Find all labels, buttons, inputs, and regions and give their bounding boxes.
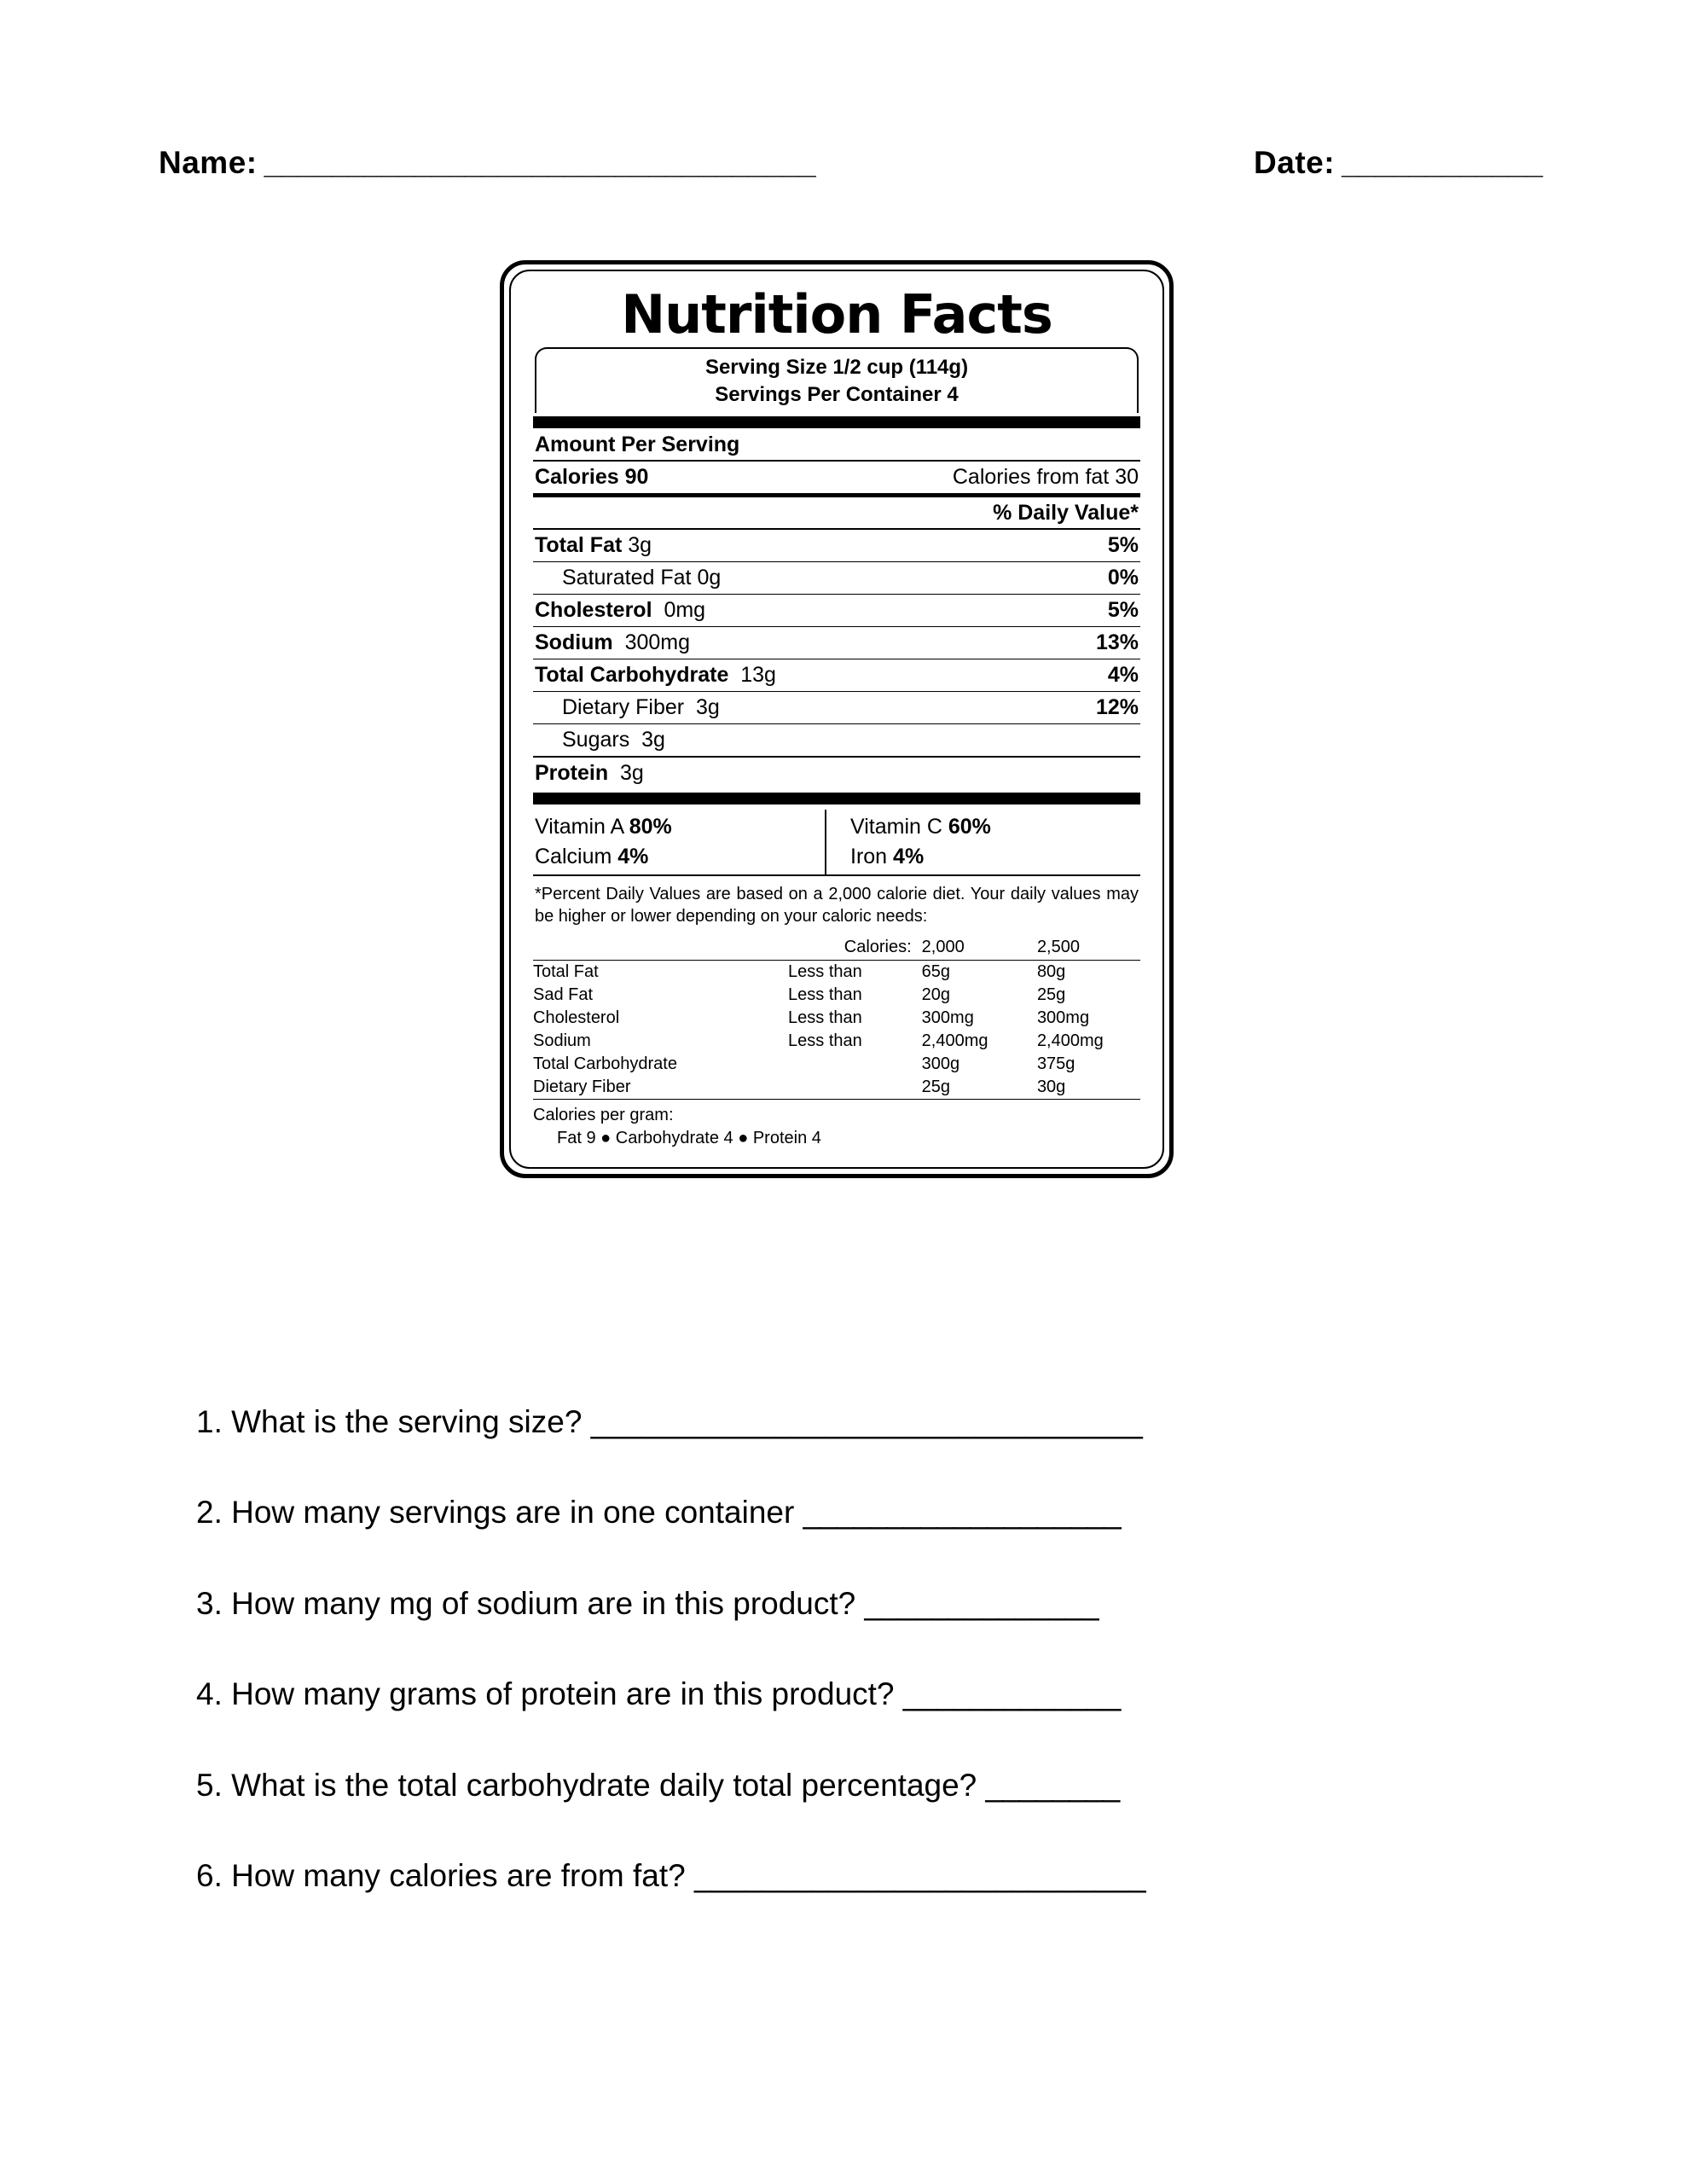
vitamin-row [535,812,823,842]
nutrient-row [533,595,1140,626]
dv-row-name: Total Carbohydrate [533,1054,677,1073]
answer-line[interactable]: ________ [985,1767,1120,1803]
nutrient-dv: 12% [1095,694,1139,719]
vitamin-value: 60% [948,814,991,839]
dv-row-name: Total Fat [533,961,599,981]
nutrient-name: Total Fat [535,532,623,557]
vitamins-grid [533,804,1140,874]
dv-row-2000: 65g [921,961,951,981]
nutrient-amount: 3g [628,532,652,557]
question-item [196,1494,1585,1531]
dv-row-2000: 25g [921,1077,951,1096]
question-item [196,1857,1585,1895]
dv-row-qualifier: Less than [788,1008,862,1027]
nutrient-amount: 3g [641,727,665,752]
dv-row-name: Cholesterol [533,1008,620,1027]
dv-row-2000: 300mg [921,1008,974,1027]
question-item [196,1676,1585,1713]
question-text: 1. What is the serving size? [196,1404,583,1439]
nutrient-amount: 13g [740,662,776,687]
nutrient-name: Cholesterol [535,597,652,622]
nutrient-name: Dietary Fiber [562,694,685,719]
worksheet-header [159,145,1568,181]
dv-row-2000: 300g [921,1054,960,1073]
dv-row-2500: 80g [1036,961,1066,981]
table-header-row [533,936,1140,960]
dv-row-qualifier [788,1053,922,1076]
questions-list [196,1403,1585,1948]
date-input-line[interactable]: ____________ [1342,145,1542,180]
dv-row-qualifier: Less than [788,961,862,981]
dv-row-qualifier [788,1076,922,1099]
dv-row-qualifier: Less than [788,1031,862,1050]
question-text: 2. How many servings are in one container [196,1495,795,1531]
dv-row-name: Sodium [533,1031,591,1050]
vitamin-name: Iron [850,844,888,868]
dv-row-name: Dietary Fiber [533,1077,631,1096]
header-2500: 2,500 [1036,937,1080,956]
vitamin-row [850,812,1139,842]
calories-value: Calories 90 [535,464,649,489]
nutrient-amount: 0g [697,565,722,590]
calories-per-gram-values: Fat 9 ● Carbohydrate 4 ● Protein 4 [557,1128,821,1147]
nutrient-name: Sodium [535,630,613,654]
nutrient-dv: 4% [1107,662,1139,687]
nutrition-facts-label [500,260,1174,1178]
vitamin-row [850,842,1139,872]
answer-line[interactable]: _____________ [902,1676,1121,1712]
table-row [533,961,1140,984]
question-text: 3. How many mg of sodium are in this product? [196,1585,856,1621]
dv-row-2000: 20g [921,985,951,1004]
serving-info-box [535,347,1139,413]
nutrient-amount: 3g [620,760,644,785]
date-field-group [1254,145,1542,181]
header-2000: 2,000 [921,937,965,956]
vitamin-name: Vitamin A [535,814,623,839]
nutrient-row [533,758,1140,789]
nutrient-amount: 0mg [664,597,706,622]
divider-thick-top [533,416,1140,428]
dv-row-2500: 2,400mg [1036,1031,1104,1050]
answer-line[interactable]: _________________________________ [590,1404,1142,1439]
vitamin-value: 4% [617,844,649,868]
dv-row-2500: 300mg [1036,1008,1090,1027]
daily-value-footnote: *Percent Daily Values are based on a 2,000 calorie diet. Your daily values may be higher or lower depending on your caloric needs: [535,884,1139,926]
calories-per-gram-block [533,1100,1140,1150]
vitamins-right-column [825,810,1140,874]
vitamins-left-column [533,810,825,874]
nutrient-row [533,659,1140,691]
date-label: Date: [1254,145,1336,180]
header-blank [533,936,788,960]
nutrition-facts-title: Nutrition Facts [621,283,1052,346]
calories-row [533,462,1140,493]
question-item [196,1767,1585,1804]
table-row [533,1053,1140,1076]
nutrient-dv: 5% [1107,532,1139,557]
amount-per-serving-label: Amount Per Serving [535,432,740,456]
answer-line[interactable]: ______________ [864,1585,1099,1621]
nutrient-name: Protein [535,760,609,785]
question-item [196,1403,1585,1441]
nutrient-name: Sugars [562,727,630,752]
nutrient-name: Saturated Fat [562,565,692,590]
header-calories-label: Calories: [844,937,912,956]
question-text: 4. How many grams of protein are in this product? [196,1676,895,1712]
nutrient-row [533,530,1140,561]
nutrient-row [533,562,1140,594]
dv-row-2500: 375g [1036,1054,1075,1073]
divider-thick-vitamins [533,793,1140,804]
vitamin-row [535,842,823,872]
nutrient-dv: 13% [1095,630,1139,654]
daily-value-header: % Daily Value* [993,500,1139,525]
calories-per-gram-label: Calories per gram: [533,1105,674,1124]
table-row [533,1076,1140,1099]
answer-line[interactable]: ___________________ [803,1495,1121,1531]
question-item [196,1585,1585,1623]
question-text: 5. What is the total carbohydrate daily total percentage? [196,1767,977,1803]
nutrient-row [533,724,1140,756]
dv-row-2500: 25g [1036,985,1066,1004]
table-row [533,984,1140,1007]
nutrient-dv: 0% [1107,565,1139,590]
nutrition-facts-inner-frame [509,270,1164,1169]
vitamin-name: Vitamin C [850,814,942,839]
dv-row-name: Sad Fat [533,985,594,1004]
table-row [533,1007,1140,1030]
serving-size-text: Serving Size 1/2 cup (114g) [704,356,969,380]
name-input-line[interactable]: _________________________________ [264,145,815,180]
name-label: Name: [159,145,258,180]
dv-row-2500: 30g [1036,1077,1066,1096]
nutrient-row [533,627,1140,659]
vitamin-value: 80% [629,814,672,839]
nutrient-row [533,692,1140,723]
vitamin-value: 4% [893,844,925,868]
nutrient-amount: 300mg [624,630,691,654]
vitamin-name: Calcium [535,844,612,868]
calories-from-fat-value: Calories from fat 30 [952,464,1139,489]
question-text: 6. How many calories are from fat? [196,1857,686,1893]
name-field-group [159,145,815,181]
dv-row-2000: 2,400mg [921,1031,988,1050]
nutrient-dv: 5% [1107,597,1139,622]
answer-line[interactable]: ___________________________ [694,1857,1145,1893]
nutrient-amount: 3g [696,694,720,719]
table-row [533,1030,1140,1053]
nutrient-name: Total Carbohydrate [535,662,729,687]
servings-per-container-text: Servings Per Container 4 [715,383,959,407]
daily-value-reference-table [533,936,1140,1099]
dv-row-qualifier: Less than [788,985,862,1004]
